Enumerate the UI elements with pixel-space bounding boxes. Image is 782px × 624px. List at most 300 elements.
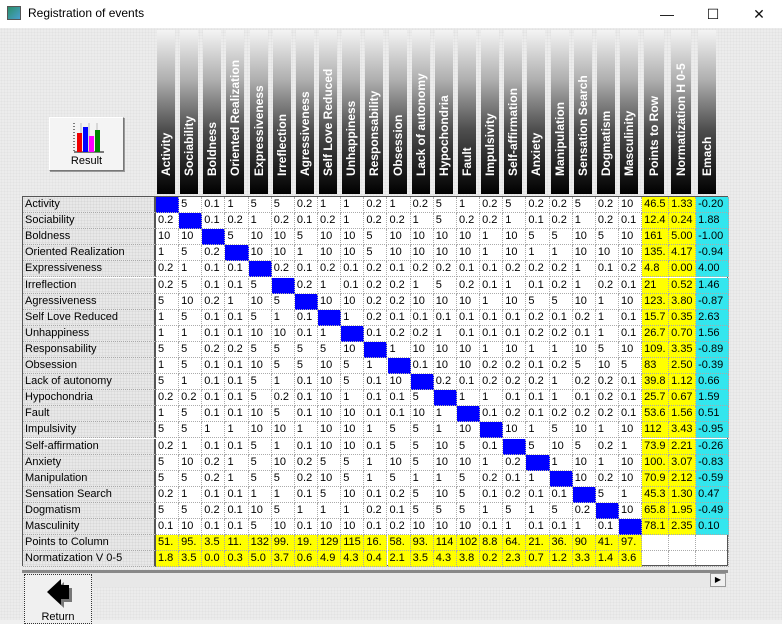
matrix-cell[interactable]: 1 [411,213,434,229]
matrix-cell[interactable]: 0.1 [202,406,225,422]
matrix-cell[interactable]: 0.2 [480,471,503,487]
matrix-cell[interactable]: 0.1 [295,326,318,342]
matrix-cell[interactable]: 10 [318,390,341,406]
matrix-cell[interactable]: 1 [179,261,202,277]
matrix-cell[interactable]: 0.2 [388,278,411,294]
matrix-cell[interactable]: 0.2 [295,197,318,213]
matrix-cell[interactable]: 0.1 [411,310,434,326]
matrix-cell[interactable]: 5 [249,390,272,406]
matrix-cell[interactable]: 0.1 [457,374,480,390]
matrix-cell[interactable]: 10 [434,229,457,245]
matrix-cell[interactable]: 10 [249,406,272,422]
matrix-cell[interactable]: 0.2 [179,390,202,406]
result-button[interactable] [49,117,124,171]
matrix-cell[interactable]: 1 [411,278,434,294]
empty-cell[interactable] [642,535,669,551]
matrix-cell[interactable]: 10 [318,471,341,487]
column-header[interactable] [698,30,716,194]
matrix-cell[interactable]: 10 [434,358,457,374]
matrix-cell[interactable]: 1 [179,326,202,342]
points-to-row-cell[interactable]: 39.8 [642,374,669,390]
matrix-cell[interactable]: 0.2 [503,261,526,277]
matrix-cell[interactable]: 1 [434,326,457,342]
matrix-cell[interactable]: 0.1 [411,358,434,374]
matrix-cell[interactable]: 0.1 [202,278,225,294]
matrix-cell[interactable]: 0.1 [225,406,248,422]
points-to-row-cell[interactable]: 25.7 [642,390,669,406]
matrix-cell[interactable]: 1 [550,390,573,406]
matrix-cell[interactable]: 1 [341,503,364,519]
matrix-cell[interactable]: 10 [249,326,272,342]
matrix-cell[interactable]: 0.1 [225,326,248,342]
diagonal-cell[interactable] [550,471,573,487]
matrix-cell[interactable]: 10 [457,519,480,535]
matrix-cell[interactable]: 0.2 [434,261,457,277]
points-to-row-cell[interactable]: 15.7 [642,310,669,326]
matrix-cell[interactable]: 5 [272,406,295,422]
matrix-cell[interactable]: 5 [272,197,295,213]
diagonal-cell[interactable] [272,278,295,294]
matrix-cell[interactable]: 0.1 [295,406,318,422]
diagonal-cell[interactable] [573,487,596,503]
points-to-row-cell[interactable]: 12.4 [642,213,669,229]
matrix-cell[interactable]: 5 [318,342,341,358]
matrix-cell[interactable]: 0.1 [480,439,503,455]
column-header[interactable] [597,30,615,194]
matrix-cell[interactable]: 0.2 [318,261,341,277]
matrix-cell[interactable]: 10 [179,229,202,245]
matrix-cell[interactable]: 10 [619,471,642,487]
matrix-cell[interactable]: 1 [156,310,179,326]
matrix-cell[interactable]: 10 [411,342,434,358]
matrix-cell[interactable]: 10 [619,342,642,358]
normatization-h-cell[interactable]: 1.12 [669,374,696,390]
matrix-cell[interactable]: 5 [411,503,434,519]
matrix-cell[interactable]: 10 [573,471,596,487]
matrix-cell[interactable]: 5 [388,422,411,438]
matrix-cell[interactable]: 10 [457,294,480,310]
footer-cell[interactable]: 97. [619,535,642,551]
matrix-cell[interactable]: 0.1 [480,519,503,535]
matrix-cell[interactable]: 1 [225,455,248,471]
matrix-cell[interactable]: 0.2 [573,406,596,422]
matrix-cell[interactable]: 10 [411,406,434,422]
diagonal-cell[interactable] [480,422,503,438]
matrix-cell[interactable]: 5 [249,197,272,213]
normatization-h-cell[interactable]: 0.52 [669,278,696,294]
matrix-cell[interactable]: 0.2 [457,213,480,229]
footer-cell[interactable]: 99. [272,535,295,551]
column-header[interactable] [273,30,291,194]
column-header[interactable] [365,30,383,194]
matrix-cell[interactable]: 0.2 [388,326,411,342]
matrix-cell[interactable]: 0.2 [364,213,387,229]
matrix-cell[interactable]: 5 [596,487,619,503]
matrix-cell[interactable]: 1 [364,471,387,487]
maximize-button[interactable]: ☐ [706,5,720,22]
diagonal-cell[interactable] [388,358,411,374]
footer-cell[interactable]: 3.3 [573,551,596,567]
matrix-cell[interactable]: 1 [434,422,457,438]
matrix-cell[interactable]: 1 [573,278,596,294]
matrix-cell[interactable]: 0.1 [388,390,411,406]
matrix-cell[interactable]: 0.1 [364,439,387,455]
matrix-cell[interactable]: 10 [573,294,596,310]
matrix-cell[interactable]: 5 [550,422,573,438]
matrix-cell[interactable]: 5 [295,342,318,358]
matrix-cell[interactable]: 5 [388,471,411,487]
matrix-cell[interactable]: 5 [411,390,434,406]
footer-cell[interactable]: 4.3 [341,551,364,567]
matrix-cell[interactable]: 0.2 [596,213,619,229]
matrix-cell[interactable]: 0.1 [388,406,411,422]
matrix-cell[interactable]: 10 [503,245,526,261]
matrix-cell[interactable]: 0.1 [364,390,387,406]
matrix-cell[interactable]: 10 [318,358,341,374]
matrix-cell[interactable]: 10 [318,519,341,535]
diagonal-cell[interactable] [225,245,248,261]
matrix-cell[interactable]: 0.2 [364,310,387,326]
points-to-row-cell[interactable]: 26.7 [642,326,669,342]
emach-cell[interactable]: 0.10 [696,519,729,535]
column-header[interactable] [435,30,453,194]
matrix-cell[interactable]: 5 [249,471,272,487]
matrix-cell[interactable]: 10 [503,294,526,310]
matrix-cell[interactable]: 0.1 [457,310,480,326]
matrix-cell[interactable]: 0.2 [596,197,619,213]
matrix-cell[interactable]: 5 [526,294,549,310]
matrix-cell[interactable]: 10 [318,439,341,455]
points-to-row-cell[interactable]: 65.8 [642,503,669,519]
matrix-cell[interactable]: 0.1 [526,406,549,422]
matrix-cell[interactable]: 1 [225,294,248,310]
emach-cell[interactable]: -0.94 [696,245,729,261]
points-to-row-cell[interactable]: 161 [642,229,669,245]
matrix-cell[interactable]: 5 [341,374,364,390]
matrix-cell[interactable]: 0.1 [480,310,503,326]
matrix-cell[interactable]: 5 [179,310,202,326]
matrix-cell[interactable]: 0.1 [202,487,225,503]
matrix-cell[interactable]: 1 [272,310,295,326]
matrix-cell[interactable]: 0.2 [480,213,503,229]
emach-cell[interactable]: 0.66 [696,374,729,390]
matrix-cell[interactable]: 10 [272,326,295,342]
matrix-cell[interactable]: 1 [480,503,503,519]
matrix-cell[interactable]: 10 [503,422,526,438]
matrix-cell[interactable]: 5 [364,229,387,245]
normatization-h-cell[interactable]: 2.21 [669,439,696,455]
matrix-cell[interactable]: 5 [249,455,272,471]
matrix-cell[interactable]: 10 [249,229,272,245]
matrix-cell[interactable]: 5 [179,342,202,358]
matrix-cell[interactable]: 1 [503,519,526,535]
normatization-h-cell[interactable]: 0.70 [669,326,696,342]
matrix-cell[interactable]: 1 [388,197,411,213]
matrix-cell[interactable]: 10 [457,245,480,261]
matrix-cell[interactable]: 0.1 [202,390,225,406]
footer-cell[interactable]: 93. [411,535,434,551]
empty-cell[interactable] [669,535,696,551]
matrix-cell[interactable]: 0.2 [364,294,387,310]
matrix-cell[interactable]: 1 [596,326,619,342]
matrix-cell[interactable]: 1 [179,439,202,455]
matrix-cell[interactable]: 10 [388,455,411,471]
footer-cell[interactable]: 11. [225,535,248,551]
matrix-cell[interactable]: 10 [272,422,295,438]
footer-cell[interactable]: 102 [457,535,480,551]
footer-cell[interactable]: 41. [596,535,619,551]
matrix-cell[interactable]: 0.2 [550,358,573,374]
points-to-row-cell[interactable]: 46.5 [642,197,669,213]
matrix-cell[interactable]: 1 [295,422,318,438]
matrix-cell[interactable]: 0.1 [503,326,526,342]
matrix-cell[interactable]: 1 [480,455,503,471]
matrix-cell[interactable]: 10 [341,487,364,503]
footer-cell[interactable]: 19. [295,535,318,551]
matrix-cell[interactable]: 5 [573,439,596,455]
matrix-cell[interactable]: 0.1 [388,310,411,326]
diagonal-cell[interactable] [295,294,318,310]
footer-cell[interactable]: 16. [364,535,387,551]
matrix-cell[interactable]: 1 [411,471,434,487]
matrix-cell[interactable]: 1 [550,342,573,358]
matrix-cell[interactable]: 0.1 [526,390,549,406]
footer-cell[interactable]: 1.8 [156,551,179,567]
matrix-cell[interactable]: 10 [411,519,434,535]
footer-cell[interactable]: 3.5 [411,551,434,567]
emach-cell[interactable]: -0.95 [696,422,729,438]
matrix-cell[interactable]: 0.1 [341,278,364,294]
footer-cell[interactable]: 0.0 [202,551,225,567]
matrix-cell[interactable]: 0.2 [503,374,526,390]
matrix-cell[interactable]: 0.2 [202,245,225,261]
matrix-cell[interactable]: 0.1 [202,213,225,229]
matrix-cell[interactable]: 10 [619,455,642,471]
matrix-cell[interactable]: 10 [318,374,341,390]
matrix-cell[interactable]: 10 [596,245,619,261]
matrix-cell[interactable]: 10 [411,245,434,261]
matrix-cell[interactable]: 10 [573,455,596,471]
matrix-cell[interactable]: 5 [272,294,295,310]
points-to-row-cell[interactable]: 45.3 [642,487,669,503]
footer-cell[interactable]: 5.0 [249,551,272,567]
footer-cell[interactable]: 2.1 [388,551,411,567]
matrix-cell[interactable]: 0.2 [596,406,619,422]
emach-cell[interactable]: -0.39 [696,358,729,374]
footer-cell[interactable]: 0.4 [364,551,387,567]
emach-cell[interactable]: 2.63 [696,310,729,326]
matrix-cell[interactable]: 1 [318,503,341,519]
footer-cell[interactable]: 1.4 [596,551,619,567]
matrix-cell[interactable]: 1 [526,503,549,519]
matrix-cell[interactable]: 0.1 [526,278,549,294]
matrix-cell[interactable]: 1 [526,245,549,261]
column-header[interactable] [296,30,314,194]
matrix-cell[interactable]: 0.2 [295,471,318,487]
matrix-cell[interactable]: 1 [249,213,272,229]
matrix-cell[interactable]: 10 [249,294,272,310]
emach-cell[interactable]: -0.20 [696,197,729,213]
matrix-cell[interactable]: 1 [596,455,619,471]
matrix-cell[interactable]: 1 [156,358,179,374]
column-header[interactable] [671,30,691,194]
normatization-h-cell[interactable]: 1.30 [669,487,696,503]
matrix-cell[interactable]: 10 [341,519,364,535]
footer-cell[interactable]: 58. [388,535,411,551]
emach-cell[interactable]: 1.56 [696,326,729,342]
matrix-cell[interactable]: 0.2 [202,294,225,310]
matrix-cell[interactable]: 0.1 [619,326,642,342]
matrix-cell[interactable]: 0.2 [156,390,179,406]
matrix-cell[interactable]: 1 [596,310,619,326]
matrix-cell[interactable]: 0.2 [388,213,411,229]
matrix-cell[interactable]: 0.1 [503,471,526,487]
matrix-cell[interactable]: 0.2 [596,278,619,294]
normatization-h-cell[interactable]: 5.00 [669,229,696,245]
matrix-cell[interactable]: 0.2 [364,197,387,213]
matrix-cell[interactable]: 5 [156,342,179,358]
return-button[interactable] [24,574,92,624]
column-header[interactable] [342,30,360,194]
matrix-cell[interactable]: 0.2 [318,213,341,229]
matrix-cell[interactable]: 0.2 [225,213,248,229]
matrix-cell[interactable]: 1 [295,245,318,261]
matrix-cell[interactable]: 0.1 [480,406,503,422]
matrix-cell[interactable]: 0.1 [225,503,248,519]
matrix-cell[interactable]: 1 [596,294,619,310]
column-header[interactable] [504,30,522,194]
points-to-row-cell[interactable]: 112 [642,422,669,438]
matrix-cell[interactable]: 5 [573,197,596,213]
footer-cell[interactable]: 3.5 [202,535,225,551]
matrix-cell[interactable]: 10 [318,245,341,261]
diagonal-cell[interactable] [411,374,434,390]
matrix-cell[interactable]: 0.2 [550,278,573,294]
matrix-cell[interactable]: 0.1 [364,519,387,535]
column-header[interactable] [250,30,268,194]
matrix-cell[interactable]: 0.1 [619,406,642,422]
matrix-cell[interactable]: 10 [619,229,642,245]
matrix-cell[interactable]: 0.2 [550,406,573,422]
points-to-row-cell[interactable]: 83 [642,358,669,374]
matrix-cell[interactable]: 1 [526,471,549,487]
diagonal-cell[interactable] [318,310,341,326]
column-header[interactable] [551,30,569,194]
matrix-cell[interactable]: 0.1 [550,519,573,535]
scroll-right-arrow-icon[interactable]: ▶ [710,573,726,587]
footer-cell[interactable]: 64. [503,535,526,551]
empty-cell[interactable] [696,551,729,567]
matrix-cell[interactable]: 5 [179,422,202,438]
matrix-cell[interactable]: 10 [434,519,457,535]
diagonal-cell[interactable] [364,342,387,358]
matrix-cell[interactable]: 0.2 [550,197,573,213]
matrix-cell[interactable]: 0.2 [596,471,619,487]
matrix-cell[interactable]: 5 [457,439,480,455]
matrix-cell[interactable]: 5 [249,310,272,326]
matrix-cell[interactable]: 5 [619,358,642,374]
diagonal-cell[interactable] [249,261,272,277]
matrix-cell[interactable]: 0.2 [526,374,549,390]
matrix-cell[interactable]: 0.1 [295,487,318,503]
matrix-cell[interactable]: 1 [364,422,387,438]
matrix-cell[interactable]: 0.2 [202,342,225,358]
matrix-cell[interactable]: 10 [457,422,480,438]
matrix-cell[interactable]: 5 [411,487,434,503]
footer-cell[interactable]: 3.6 [619,551,642,567]
matrix-cell[interactable]: 0.1 [526,358,549,374]
matrix-cell[interactable]: 5 [550,229,573,245]
matrix-cell[interactable]: 1 [503,278,526,294]
matrix-cell[interactable]: 0.1 [596,519,619,535]
points-to-row-cell[interactable]: 53.6 [642,406,669,422]
matrix-cell[interactable]: 0.2 [388,519,411,535]
matrix-cell[interactable]: 0.1 [550,310,573,326]
matrix-cell[interactable]: 0.2 [503,487,526,503]
points-to-row-cell[interactable]: 135. [642,245,669,261]
matrix-cell[interactable]: 1 [318,278,341,294]
matrix-cell[interactable]: 5 [295,358,318,374]
matrix-cell[interactable]: 0.1 [225,390,248,406]
diagonal-cell[interactable] [202,229,225,245]
matrix-cell[interactable]: 0.1 [619,213,642,229]
matrix-cell[interactable]: 0.1 [526,519,549,535]
matrix-cell[interactable]: 0.1 [364,326,387,342]
matrix-cell[interactable]: 0.1 [295,519,318,535]
footer-cell[interactable]: 0.7 [526,551,549,567]
footer-cell[interactable]: 36. [550,535,573,551]
matrix-cell[interactable]: 5 [457,487,480,503]
matrix-cell[interactable]: 0.2 [573,374,596,390]
diagonal-cell[interactable] [526,455,549,471]
matrix-cell[interactable]: 0.2 [503,455,526,471]
matrix-cell[interactable]: 10 [388,245,411,261]
matrix-cell[interactable]: 10 [434,342,457,358]
points-to-row-cell[interactable]: 4.8 [642,261,669,277]
matrix-cell[interactable]: 10 [318,422,341,438]
footer-cell[interactable]: 129 [318,535,341,551]
matrix-cell[interactable]: 1 [619,487,642,503]
matrix-cell[interactable]: 0.1 [480,261,503,277]
matrix-cell[interactable]: 1 [480,229,503,245]
matrix-cell[interactable]: 0.1 [295,310,318,326]
matrix-cell[interactable]: 5 [411,422,434,438]
matrix-cell[interactable]: 5 [156,422,179,438]
normatization-h-cell[interactable]: 2.12 [669,471,696,487]
matrix-cell[interactable]: 0.2 [388,294,411,310]
footer-cell[interactable]: 0.6 [295,551,318,567]
matrix-cell[interactable]: 10 [249,245,272,261]
column-header[interactable] [412,30,430,194]
matrix-cell[interactable]: 0.1 [503,310,526,326]
normatization-h-cell[interactable]: 1.56 [669,406,696,422]
matrix-cell[interactable]: 5 [156,471,179,487]
matrix-cell[interactable]: 5 [457,503,480,519]
matrix-cell[interactable]: 5 [272,358,295,374]
matrix-cell[interactable]: 0.2 [480,197,503,213]
points-to-row-cell[interactable]: 21 [642,278,669,294]
matrix-cell[interactable]: 5 [249,374,272,390]
matrix-cell[interactable]: 10 [341,294,364,310]
matrix-cell[interactable]: 1 [573,519,596,535]
matrix-cell[interactable]: 1 [364,358,387,374]
matrix-cell[interactable]: 1 [156,245,179,261]
matrix-cell[interactable]: 0.2 [156,261,179,277]
matrix-cell[interactable]: 1 [480,294,503,310]
matrix-cell[interactable]: 0.1 [388,503,411,519]
matrix-cell[interactable]: 0.1 [225,310,248,326]
close-button[interactable]: ✕ [753,5,765,22]
